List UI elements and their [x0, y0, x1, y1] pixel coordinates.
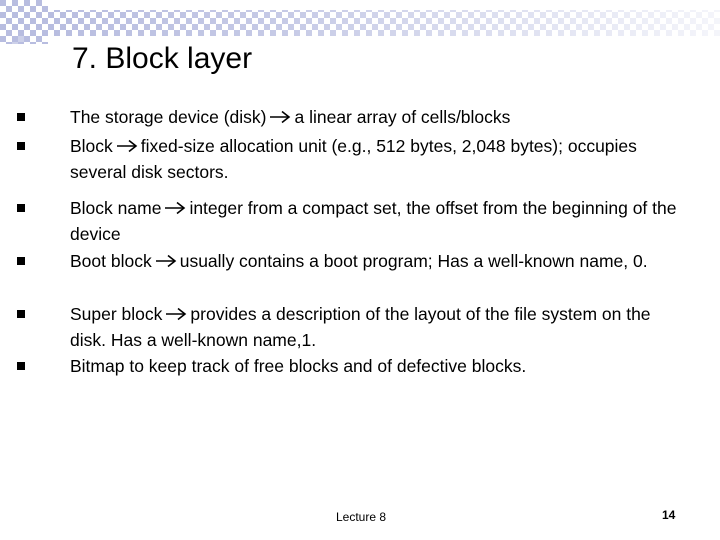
bullet-bitmap — [70, 353, 680, 379]
arrow-right-icon — [163, 201, 187, 215]
bullet-text: Bitmap to keep track of free blocks and of defective blocks. — [70, 356, 527, 376]
decorative-checker-pattern — [0, 0, 720, 44]
bullet-marker — [17, 113, 25, 121]
arrow-right-icon — [268, 110, 292, 124]
bullet-block-name — [70, 195, 680, 247]
bullet-marker — [17, 204, 25, 212]
bullet-storage-device — [70, 104, 680, 130]
bullet-term: Block — [70, 136, 113, 156]
bullet-definition: a linear array of cells/blocks — [294, 107, 511, 127]
bullet-definition: fixed-size allocation unit (e.g., 512 bytes, 2,048 bytes); occupies several disk sectors. — [70, 136, 637, 182]
bullet-marker — [17, 310, 25, 318]
page-number: 14 — [662, 508, 676, 522]
arrow-right-icon — [164, 307, 188, 321]
bullet-super-block — [70, 301, 680, 353]
bullet-term: Block name — [70, 198, 162, 218]
bullet-term: Super block — [70, 304, 163, 324]
bullet-block — [70, 133, 680, 185]
footer-lecture-label: Lecture 8 — [336, 510, 387, 524]
bullet-marker — [17, 362, 25, 370]
bullet-definition: provides a description of the layout of the file system on the disk. Has a well-known name,1. — [70, 304, 651, 350]
slide-title: 7. Block layer — [72, 42, 253, 75]
arrow-right-icon — [154, 254, 178, 268]
bullet-boot-block — [70, 248, 680, 274]
bullet-marker — [17, 142, 25, 150]
bullet-term: The storage device (disk) — [70, 107, 267, 127]
bullet-definition: integer from a compact set, the offset from the beginning of the device — [70, 198, 677, 244]
arrow-right-icon — [115, 139, 139, 153]
bullet-definition: usually contains a boot program; Has a well-known name, 0. — [179, 251, 648, 271]
bullet-marker — [17, 257, 25, 265]
bullet-term: Boot block — [70, 251, 152, 271]
